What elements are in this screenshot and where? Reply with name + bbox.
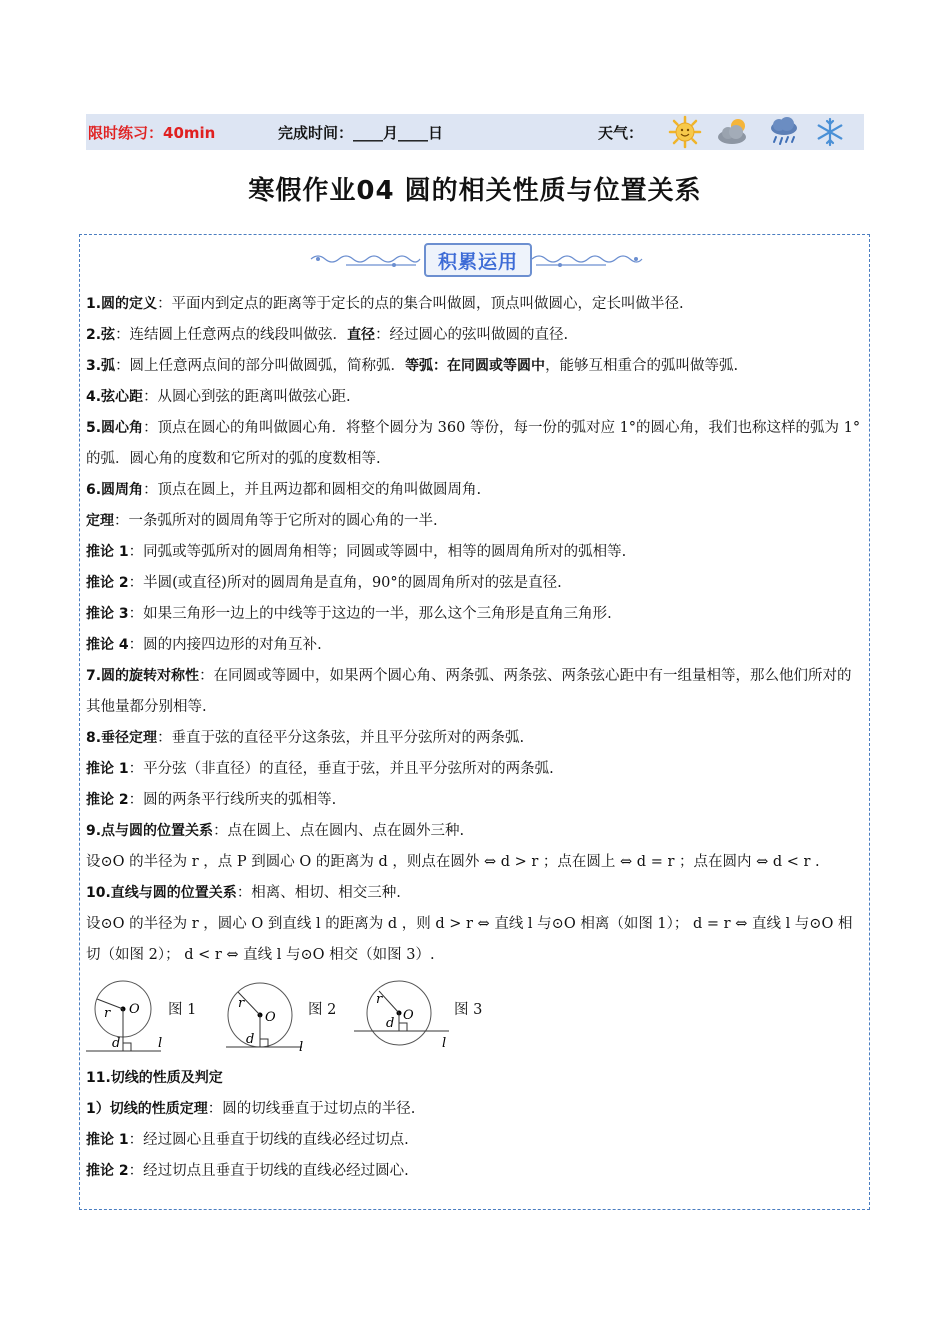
page-title: 寒假作业04 圆的相关性质与位置关系 [248,176,702,206]
item-heading: 推论 3 [86,606,129,622]
item-rotational-symmetry [86,661,866,723]
item-heading: 11.切线的性质及判定 [86,1070,223,1086]
item-heading: 推论 4 [86,637,129,653]
item-heading: 推论 2 [86,1163,129,1179]
item-tangent [86,1063,866,1094]
item-heading: 等弧：在同圆或等圆中 [405,358,546,374]
sun-icon[interactable] [668,115,702,149]
item-text: ：圆的切线垂直于过切点的半径. [207,1101,416,1117]
item-text: ：连结圆上任意两点的线段叫做弦． [115,327,348,343]
item-point-circle [86,816,866,847]
item-text: ：同弧或等弧所对的圆周角相等；同圆或等圆中，相等的圆周角所对的弧相等. [128,544,627,560]
item-heading: 8.垂径定理 [86,730,158,746]
cloudy-icon[interactable] [714,115,754,149]
item-central-angle [86,413,866,475]
item-corollary [86,537,866,568]
item-heading: 1.圆的定义 [86,296,158,312]
item-corollary [86,630,866,661]
center-label: O [403,1008,414,1023]
item-arc [86,351,866,382]
banner-title: 积累运用 [424,243,532,277]
item-inscribed-angle [86,475,866,506]
item-text: ：一条弧所对的圆周角等于它所对的圆心角的一半. [114,513,438,529]
item-text: ：如果三角形一边上的中线等于这边的一半，那么这个三角形是直角三角形. [128,606,612,622]
item-heading: 2.弦 [86,327,116,343]
item-corollary [86,1156,866,1187]
figure-1-diagram [86,977,176,1055]
item-circle-definition [86,289,866,320]
figures-row [86,977,866,1055]
item-heading: 推论 1 [86,544,129,560]
distance-label: d [112,1036,121,1051]
item-heading: 9.点与圆的位置关系 [86,823,214,839]
item-heading: 定理 [86,513,114,529]
item-heading: 6.圆周角 [86,482,144,498]
item-text: ，能够互相重合的弧叫做等弧. [545,358,739,374]
item-heading: 5.圆心角 [86,420,144,436]
line-label: l [442,1036,447,1051]
finish-time: 完成时间：____月____日 [278,123,444,142]
item-perpendicular-diameter [86,723,866,754]
item-heading: 推论 1 [86,1132,129,1148]
item-heading: 直径 [347,327,376,343]
item-heading: 3.弧 [86,358,116,374]
figure-3-label: 图 3 [454,1002,483,1018]
item-heading: 4.弦心距 [86,389,144,405]
item-line-circle [86,878,866,909]
item-text: ：圆上任意两点间的部分叫做圆弧，简称弧． [115,358,406,374]
line-label: l [158,1036,163,1051]
item-text: ：顶点在圆上，并且两边都和圆相交的角叫做圆周角. [143,482,482,498]
rain-icon[interactable] [766,115,802,149]
item-line-circle-detail: 设⊙O 的半径为 r ，圆心 O 到直线 l 的距离为 d ，则 d > r ⇔ 直线 l 与⊙O 相离（如图 1）； d = r ⇔ 直线 l 与⊙O 相切（如图 2）； d < r ⇔ 直线 l 与⊙O 相交（如图 3）. [86,916,853,963]
center-label: O [129,1002,140,1017]
item-heading: 1）切线的性质定理 [86,1101,208,1117]
figure-2-label: 图 2 [308,1002,337,1018]
item-text: ：圆的两条平行线所夹的弧相等. [128,792,337,808]
header-bar [86,114,864,150]
item-text: ：圆的内接四边形的对角互补. [128,637,322,653]
item-chord [86,320,866,351]
item-heading: 推论 2 [86,792,129,808]
item-chord-distance [86,382,866,413]
item-text: ：相离、相切、相交三种. [236,885,401,901]
center-label: O [265,1010,276,1025]
item-text: ：经过圆心的弦叫做圆的直径. [375,327,569,343]
item-text: ：经过切点且垂直于切线的直线必经过圆心. [128,1163,409,1179]
radius-label: r [376,992,383,1007]
item-text: ：半圆(或直径)所对的圆周角是直角，90°的圆周角所对的弦是直径. [128,575,562,591]
item-heading: 10.直线与圆的位置关系 [86,885,237,901]
item-corollary [86,599,866,630]
item-theorem [86,506,866,537]
item-text: ：平分弦（非直径）的直径，垂直于弦，并且平分弦所对的两条弧. [128,761,554,777]
radius-label: r [238,996,245,1011]
distance-label: d [246,1032,255,1047]
item-text: ：点在圆上、点在圆内、点在圆外三种. [213,823,465,839]
figure-1-label: 图 1 [168,1002,197,1018]
item-text: ：垂直于弦的直径平分这条弦，并且平分弦所对的两条弧. [157,730,525,746]
item-text: ：在同圆或等圆中，如果两个圆心角、两条弧、两条弦、两条弦心距中有一组量相等，那么他们所对的其他量都分别相等. [86,668,852,715]
item-heading: 7.圆的旋转对称性 [86,668,200,684]
item-point-circle-detail: 设⊙O 的半径为 r ，点 P 到圆心 O 的距离为 d ，则点在圆外 ⇔ d > r ；点在圆上 ⇔ d = r ；点在圆内 ⇔ d < r . [86,854,820,870]
section-banner [306,242,646,276]
content [86,289,866,1187]
time-limit: 限时练习：40min [88,123,216,142]
snow-icon[interactable] [814,116,846,148]
item-text: ：顶点在圆心的角叫做圆心角．将整个圆分为 360 等份，每一份的弧对应 1°的圆心角，我们也称这样的弧为 1°的弧．圆心角的度数和它所对的弧的度数相等. [86,420,861,467]
figure-3-diagram [354,977,454,1055]
item-heading: 推论 2 [86,575,129,591]
item-corollary [86,1125,866,1156]
item-corollary [86,785,866,816]
item-corollary [86,568,866,599]
item-corollary [86,754,866,785]
line-label: l [299,1040,304,1055]
weather-icons [668,115,846,149]
item-heading: 推论 1 [86,761,129,777]
radius-label: r [104,1006,111,1021]
distance-label: d [386,1016,395,1031]
item-text: ：从圆心到弦的距离叫做弦心距. [143,389,351,405]
item-text: ：平面内到定点的距离等于定长的点的集合叫做圆，顶点叫做圆心，定长叫做半径. [157,296,684,312]
item-tangent-property [86,1094,866,1125]
figure-2-diagram [226,977,316,1055]
item-text: ：经过圆心且垂直于切线的直线必经过切点. [128,1132,409,1148]
weather-label: 天气： [598,123,644,142]
